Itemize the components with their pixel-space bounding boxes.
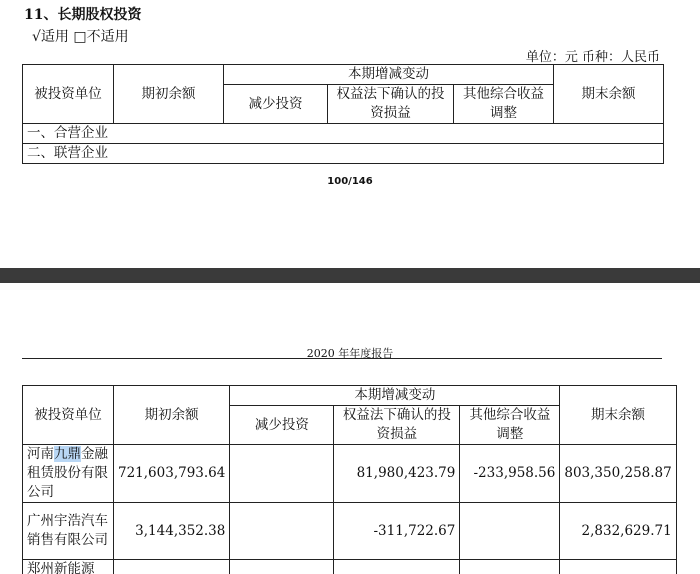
closing-balance-cell: 803,350,258.87 xyxy=(560,445,676,503)
currency-units: 单位：元 币种：人民币 xyxy=(525,50,660,65)
equity-investment-table-header xyxy=(22,64,664,164)
col-oci-adjustment: 其他综合收益调整 xyxy=(454,85,554,124)
col-equity-income: 权益法下确认的投资损益 xyxy=(328,85,454,124)
header-rule xyxy=(22,358,662,359)
investee-name: 广州宇浩汽车销售有限公司 xyxy=(23,503,114,560)
oci-cell: -233,958.56 xyxy=(460,445,560,503)
col-change-group: 本期增减变动 xyxy=(224,65,554,85)
col-change-group: 本期增减变动 xyxy=(230,386,560,406)
col-opening-balance: 期初余额 xyxy=(114,65,224,124)
category-joint-ventures: 一、合营企业 xyxy=(23,124,664,144)
decrease-cell xyxy=(230,503,334,560)
col-decrease: 减少投资 xyxy=(230,406,334,445)
search-highlight: 九鼎 xyxy=(54,446,81,462)
applicability-checkbox-line: √适用 □不适用 xyxy=(32,29,129,45)
investee-name: 郑州新能源 xyxy=(23,560,114,574)
col-equity-income: 权益法下确认的投资损益 xyxy=(334,406,460,445)
category-associates: 二、联营企业 xyxy=(23,144,664,164)
decrease-cell xyxy=(230,560,334,574)
closing-balance-cell xyxy=(560,560,676,574)
oci-cell xyxy=(460,503,560,560)
opening-balance-cell: 3,144,352.38 xyxy=(114,503,230,560)
report-title: 2020 年年度报告 xyxy=(306,347,394,360)
col-decrease: 减少投资 xyxy=(224,85,328,124)
col-oci-adjustment: 其他综合收益调整 xyxy=(460,406,560,445)
equity-income-cell: 81,980,423.79 xyxy=(334,445,460,503)
col-closing-balance: 期末余额 xyxy=(560,386,676,445)
opening-balance-cell: 721,603,793.64 xyxy=(114,445,230,503)
table-row xyxy=(23,560,677,574)
page-number: 100/146 xyxy=(327,176,373,187)
equity-income-cell: -311,722.67 xyxy=(334,503,460,560)
decrease-cell xyxy=(230,445,334,503)
page-break xyxy=(0,268,700,283)
col-investee: 被投资单位 xyxy=(23,65,114,124)
col-investee: 被投资单位 xyxy=(23,386,114,445)
investee-name: 河南九鼎金融租赁股份有限公司 xyxy=(23,445,114,503)
closing-balance-cell: 2,832,629.71 xyxy=(560,503,676,560)
col-closing-balance: 期末余额 xyxy=(554,65,664,124)
equity-investment-table xyxy=(22,385,677,574)
opening-balance-cell xyxy=(114,560,230,574)
document-page-top xyxy=(0,0,700,268)
equity-income-cell xyxy=(334,560,460,574)
section-title: 11、长期股权投资 xyxy=(24,7,142,23)
table-row xyxy=(23,503,677,560)
oci-cell xyxy=(460,560,560,574)
col-opening-balance: 期初余额 xyxy=(114,386,230,445)
document-page-bottom xyxy=(0,283,700,574)
table-row xyxy=(23,445,677,503)
